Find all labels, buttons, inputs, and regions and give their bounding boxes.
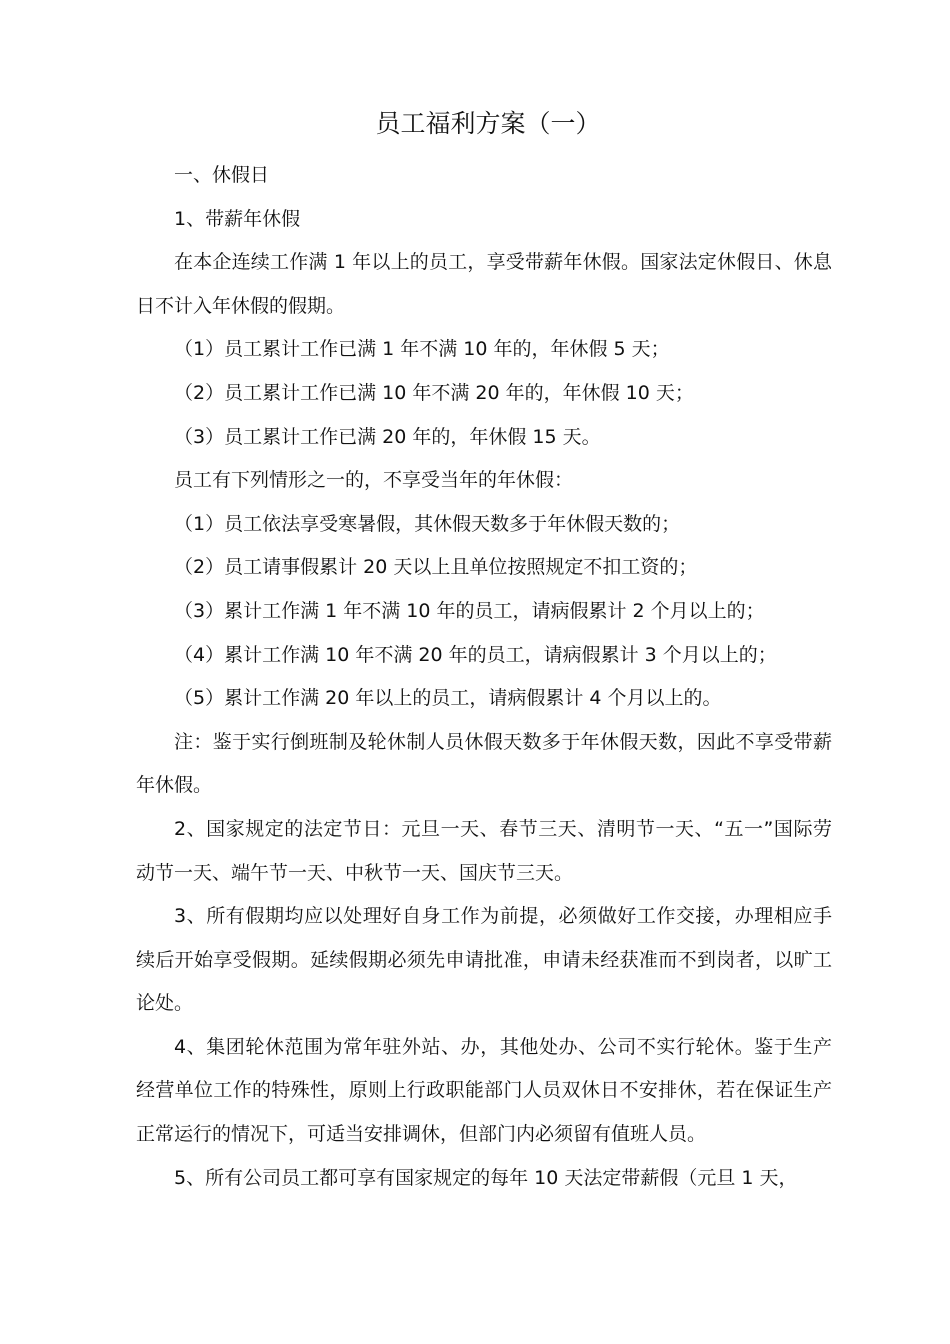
list-item-exclusion-5: （5）累计工作满 20 年以上的员工，请病假累计 4 个月以上的。: [174, 687, 722, 710]
paragraph-exclusions-intro: 员工有下列情形之一的，不享受当年的年休假：: [174, 469, 574, 492]
list-item-exclusion-1: （1）员工依法享受寒暑假，其休假天数多于年休假天数的；: [174, 512, 681, 535]
paragraph-note: 注：鉴于实行倒班制及轮休制人员休假天数多于年休假天数，因此不享受带薪年休假。: [136, 730, 832, 797]
paragraph-legal-holidays: 2、国家规定的法定节日：元旦一天、春节三天、清明节一天、“五一”国际劳动节一天、端午节一天、中秋节一天、国庆节三天。: [136, 817, 832, 884]
list-item-exclusion-3: （3）累计工作满 1 年不满 10 年的员工，请病假累计 2 个月以上的；: [174, 599, 765, 622]
list-item-leave-1: （1）员工累计工作已满 1 年不满 10 年的，年休假 5 天；: [174, 338, 670, 361]
list-item-leave-2: （2）员工累计工作已满 10 年不满 20 年的，年休假 10 天；: [174, 381, 694, 404]
document-title: 员工福利方案（一）: [375, 109, 601, 138]
list-item-exclusion-2: （2）员工请事假累计 20 天以上且单位按照规定不扣工资的；: [174, 556, 698, 579]
subheading-paid-annual-leave: 1、带薪年休假: [174, 207, 301, 230]
paragraph-statutory-paid-leave: 5、所有公司员工都可享有国家规定的每年 10 天法定带薪假（元旦 1 天，: [174, 1166, 798, 1189]
paragraph-rotation-scope: 4、集团轮休范围为常年驻外站、办，其他处办、公司不实行轮休。鉴于生产经营单位工作的特殊性，原则上行政职能部门人员双休日不安排休，若在保证生产正常运行的情况下，可适当安排调休，但部门内必须留有值班人员。: [136, 1035, 832, 1146]
paragraph-leave-procedure: 3、所有假期均应以处理好自身工作为前提，必须做好工作交接，办理相应手续后开始享受假期。延续假期必须先申请批准，申请未经获准而不到岗者，以旷工论处。: [136, 905, 832, 1015]
list-item-leave-3: （3）员工累计工作已满 20 年的，年休假 15 天。: [174, 425, 601, 448]
paragraph-eligibility: 在本企连续工作满 1 年以上的员工，享受带薪年休假。国家法定休假日、休息日不计入年休假的假期。: [136, 251, 832, 317]
section-heading-holidays: 一、休假日: [174, 164, 270, 186]
list-item-exclusion-4: （4）累计工作满 10 年不满 20 年的员工，请病假累计 3 个月以上的；: [174, 643, 777, 666]
